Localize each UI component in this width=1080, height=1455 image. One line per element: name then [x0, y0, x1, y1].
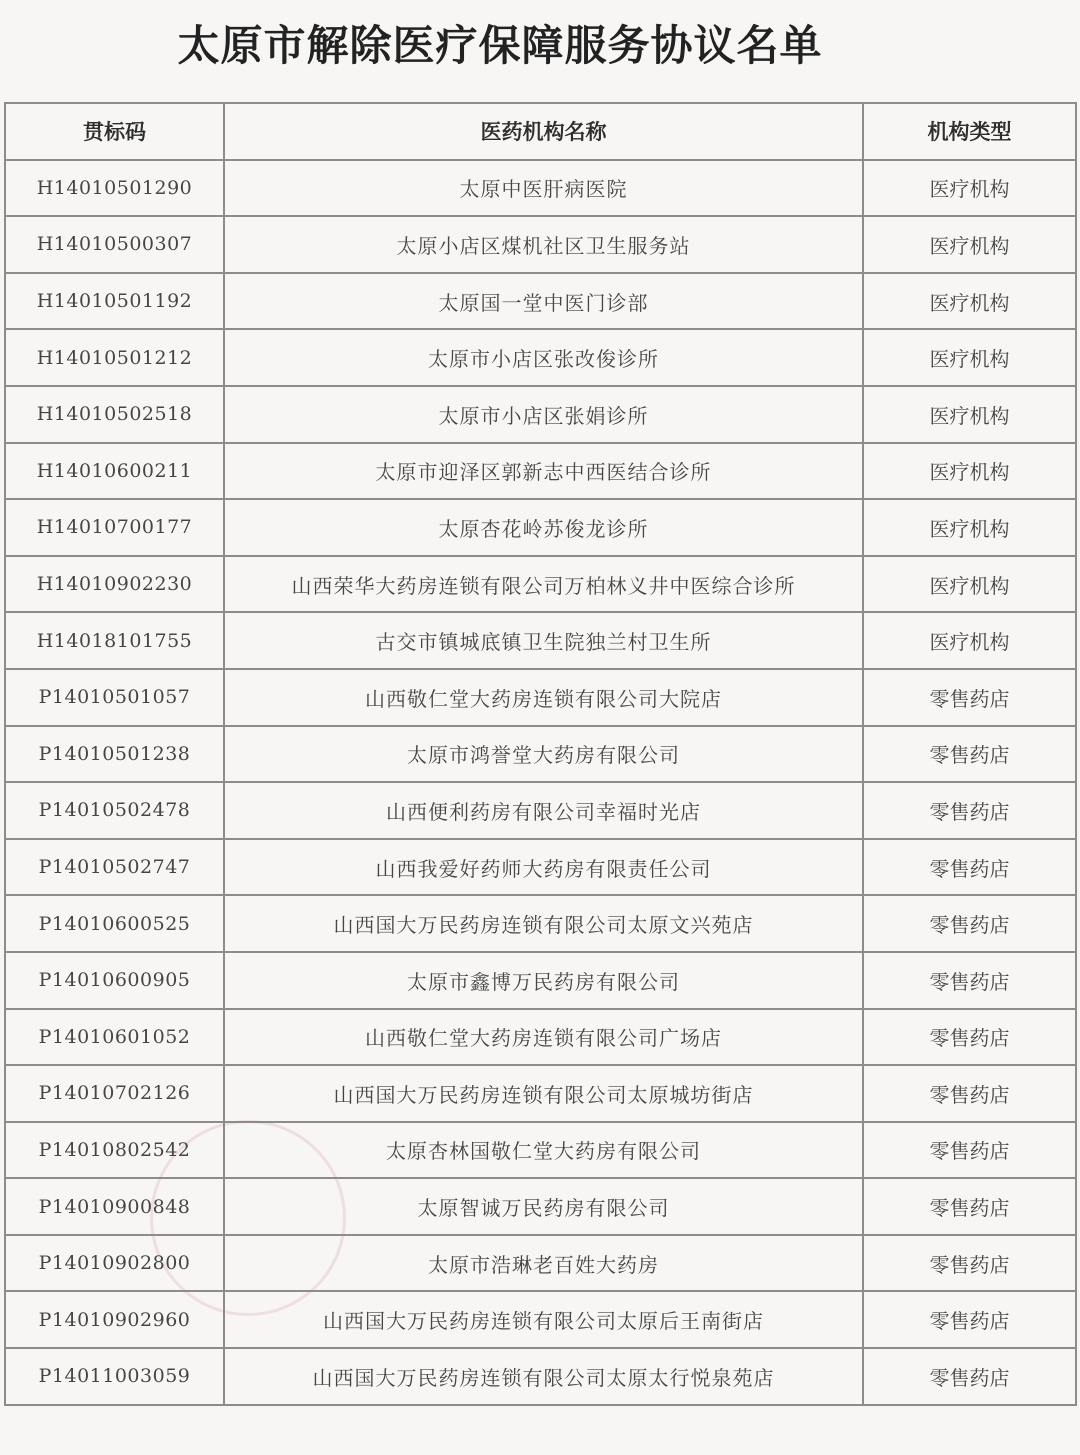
institution-type-cell: 医疗机构	[863, 443, 1076, 500]
table-row	[5, 1235, 1076, 1292]
institution-name-cell: 太原杏林国敬仁堂大药房有限公司	[224, 1122, 863, 1179]
institution-type-cell: 零售药店	[863, 1065, 1076, 1122]
code-cell: H14018101755	[5, 612, 224, 669]
code-cell: P14010902800	[5, 1235, 224, 1292]
institution-type-cell: 医疗机构	[863, 216, 1076, 273]
institution-name-cell: 太原国一堂中医门诊部	[224, 273, 863, 330]
code-cell: P14010501057	[5, 669, 224, 726]
institution-type-cell: 零售药店	[863, 1235, 1076, 1292]
code-cell: H14010902230	[5, 556, 224, 613]
institution-name-cell: 山西国大万民药房连锁有限公司太原后王南街店	[224, 1291, 863, 1348]
institution-type-cell: 零售药店	[863, 1009, 1076, 1066]
institution-name-cell: 山西敬仁堂大药房连锁有限公司广场店	[224, 1009, 863, 1066]
institution-name-cell: 太原中医肝病医院	[224, 160, 863, 217]
table-row	[5, 1122, 1076, 1179]
table-row	[5, 160, 1076, 217]
code-cell: P14010502747	[5, 839, 224, 896]
institution-type-cell: 医疗机构	[863, 273, 1076, 330]
table-row	[5, 1178, 1076, 1235]
header-type: 机构类型	[863, 103, 1076, 160]
institution-name-cell: 太原智诚万民药房有限公司	[224, 1178, 863, 1235]
code-cell: H14010501212	[5, 329, 224, 386]
code-cell: P14010501238	[5, 726, 224, 783]
code-cell: H14010600211	[5, 443, 224, 500]
code-cell: H14010500307	[5, 216, 224, 273]
institution-type-cell: 零售药店	[863, 1178, 1076, 1235]
institution-type-cell: 零售药店	[863, 782, 1076, 839]
institution-name-cell: 山西国大万民药房连锁有限公司太原城坊街店	[224, 1065, 863, 1122]
header-code: 贯标码	[5, 103, 224, 160]
institution-name-cell: 山西便利药房有限公司幸福时光店	[224, 782, 863, 839]
institution-type-cell: 零售药店	[863, 669, 1076, 726]
table-row	[5, 1065, 1076, 1122]
header-name: 医药机构名称	[224, 103, 863, 160]
institution-type-cell: 医疗机构	[863, 499, 1076, 556]
institution-name-cell: 山西我爱好药师大药房有限责任公司	[224, 839, 863, 896]
page-title: 太原市解除医疗保障服务协议名单	[177, 21, 823, 70]
table-row	[5, 895, 1076, 952]
code-cell: P14010802542	[5, 1122, 224, 1179]
code-cell: P14010902960	[5, 1291, 224, 1348]
institution-name-cell: 太原市小店区张改俊诊所	[224, 329, 863, 386]
table-row	[5, 1291, 1076, 1348]
code-cell: P14010900848	[5, 1178, 224, 1235]
institution-type-cell: 零售药店	[863, 1348, 1076, 1405]
institution-name-cell: 太原市鑫博万民药房有限公司	[224, 952, 863, 1009]
table-row	[5, 782, 1076, 839]
table-row	[5, 1009, 1076, 1066]
code-cell: P14010600525	[5, 895, 224, 952]
institution-name-cell: 山西国大万民药房连锁有限公司太原太行悦泉苑店	[224, 1348, 863, 1405]
table-row	[5, 726, 1076, 783]
table-row	[5, 1348, 1076, 1405]
institution-name-cell: 古交市镇城底镇卫生院独兰村卫生所	[224, 612, 863, 669]
institution-name-cell: 山西荣华大药房连锁有限公司万柏林义井中医综合诊所	[224, 556, 863, 613]
institution-name-cell: 太原杏花岭苏俊龙诊所	[224, 499, 863, 556]
code-cell: P14011003059	[5, 1348, 224, 1405]
table-row	[5, 952, 1076, 1009]
code-cell: H14010700177	[5, 499, 224, 556]
table-row	[5, 612, 1076, 669]
table-row	[5, 556, 1076, 613]
institution-type-cell: 医疗机构	[863, 386, 1076, 443]
institution-type-cell: 零售药店	[863, 952, 1076, 1009]
code-cell: H14010501192	[5, 273, 224, 330]
termination-list-table	[4, 102, 1077, 1406]
code-cell: H14010502518	[5, 386, 224, 443]
table-row	[5, 669, 1076, 726]
code-cell: P14010502478	[5, 782, 224, 839]
institution-name-cell: 山西敬仁堂大药房连锁有限公司大院店	[224, 669, 863, 726]
institution-type-cell: 零售药店	[863, 1291, 1076, 1348]
institution-name-cell: 山西国大万民药房连锁有限公司太原文兴苑店	[224, 895, 863, 952]
institution-type-cell: 医疗机构	[863, 329, 1076, 386]
table-row	[5, 499, 1076, 556]
institution-name-cell: 太原市浩琳老百姓大药房	[224, 1235, 863, 1292]
code-cell: P14010601052	[5, 1009, 224, 1066]
institution-name-cell: 太原小店区煤机社区卫生服务站	[224, 216, 863, 273]
code-cell: P14010600905	[5, 952, 224, 1009]
institution-type-cell: 零售药店	[863, 895, 1076, 952]
code-cell: H14010501290	[5, 160, 224, 217]
institution-type-cell: 零售药店	[863, 726, 1076, 783]
table-row	[5, 386, 1076, 443]
institution-name-cell: 太原市小店区张娟诊所	[224, 386, 863, 443]
code-cell: P14010702126	[5, 1065, 224, 1122]
institution-type-cell: 零售药店	[863, 839, 1076, 896]
table-header-row	[5, 103, 1076, 160]
table-row	[5, 273, 1076, 330]
institution-type-cell: 医疗机构	[863, 612, 1076, 669]
table-row	[5, 443, 1076, 500]
institution-type-cell: 零售药店	[863, 1122, 1076, 1179]
institution-name-cell: 太原市迎泽区郭新志中西医结合诊所	[224, 443, 863, 500]
table-row	[5, 329, 1076, 386]
table-row	[5, 839, 1076, 896]
institution-type-cell: 医疗机构	[863, 160, 1076, 217]
institution-name-cell: 太原市鸿誉堂大药房有限公司	[224, 726, 863, 783]
table-row	[5, 216, 1076, 273]
institution-type-cell: 医疗机构	[863, 556, 1076, 613]
